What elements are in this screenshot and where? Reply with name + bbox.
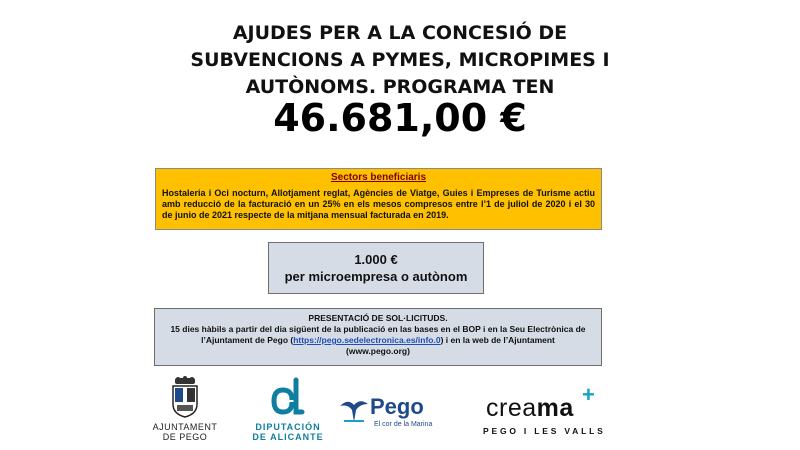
presentation-line-3: (www.pego.org) (346, 346, 410, 356)
ajuntament-label-2: DE PEGO (162, 432, 208, 442)
presentation-heading: PRESENTACIÓ DE SOL·LICITUDS. (308, 313, 448, 323)
sectors-body: Hostaleria i Oci nocturn, Allotjament reglat, Agències de Viatge, Guies i Empreses de Turisme actiu amb reducció de la facturació en un 25% en els mesos compresos entre l’1 de juliol de 2020 i el 30 de junio de 2021 respecte de la mitjana mensual facturada en 2019. (162, 188, 595, 220)
creama-word (486, 394, 574, 423)
presentation-line-2-pre: l’Ajuntament de Pego ( (201, 335, 294, 345)
pego-marina-logo (338, 390, 453, 440)
pego-subtitle: El cor de la Marina (374, 421, 433, 428)
sectors-heading: Sectors beneficiaris (330, 172, 427, 183)
presentation-line-2 (155, 335, 601, 346)
award-per: per microempresa o autònom (284, 269, 468, 284)
creama-plus-icon: + (582, 382, 595, 407)
creama-subtitle: PEGO I LES VALLS (483, 426, 606, 436)
award-value: 1.000 € (354, 252, 398, 267)
diputacion-alicante-logo (248, 376, 328, 446)
diputacion-label-2: DE ALICANTE (252, 432, 324, 442)
title-line-2: SUBVENCIONS A PYMES, MICROPIMES I (190, 49, 610, 71)
ajuntament-pego-logo (140, 376, 230, 446)
coat-of-arms-icon (168, 376, 202, 418)
pego-word: Pego (370, 394, 424, 419)
award-box (268, 242, 484, 294)
ajuntament-label-1: AJUNTAMENT (152, 422, 218, 432)
total-amount: 46.681,00 € (273, 96, 527, 140)
presentation-line-2-post: ) i en la web de l’Ajuntament (440, 335, 555, 345)
bird-icon (338, 392, 370, 426)
diputacion-a-icon (268, 376, 308, 418)
creama-word-a: crea (486, 394, 537, 422)
sede-link[interactable]: https://pego.sedelectronica.es/info.0 (293, 335, 441, 345)
presentation-line-1: 15 dies hàbils a partir del dia sigüent de la publicació en las bases en el BOP i en la Seu Electrònica de (170, 324, 586, 334)
creama-logo (482, 382, 612, 444)
creama-word-b: ma (536, 394, 574, 422)
title-line-3: AUTÒNOMS. PROGRAMA TEN (245, 76, 555, 98)
sectors-box (155, 168, 602, 230)
presentation-box (154, 308, 602, 366)
diputacion-label-1: DIPUTACIÓN (255, 422, 321, 432)
title-line-1: AJUDES PER A LA CONCESIÓ DE (232, 22, 568, 44)
page-title (140, 20, 660, 101)
